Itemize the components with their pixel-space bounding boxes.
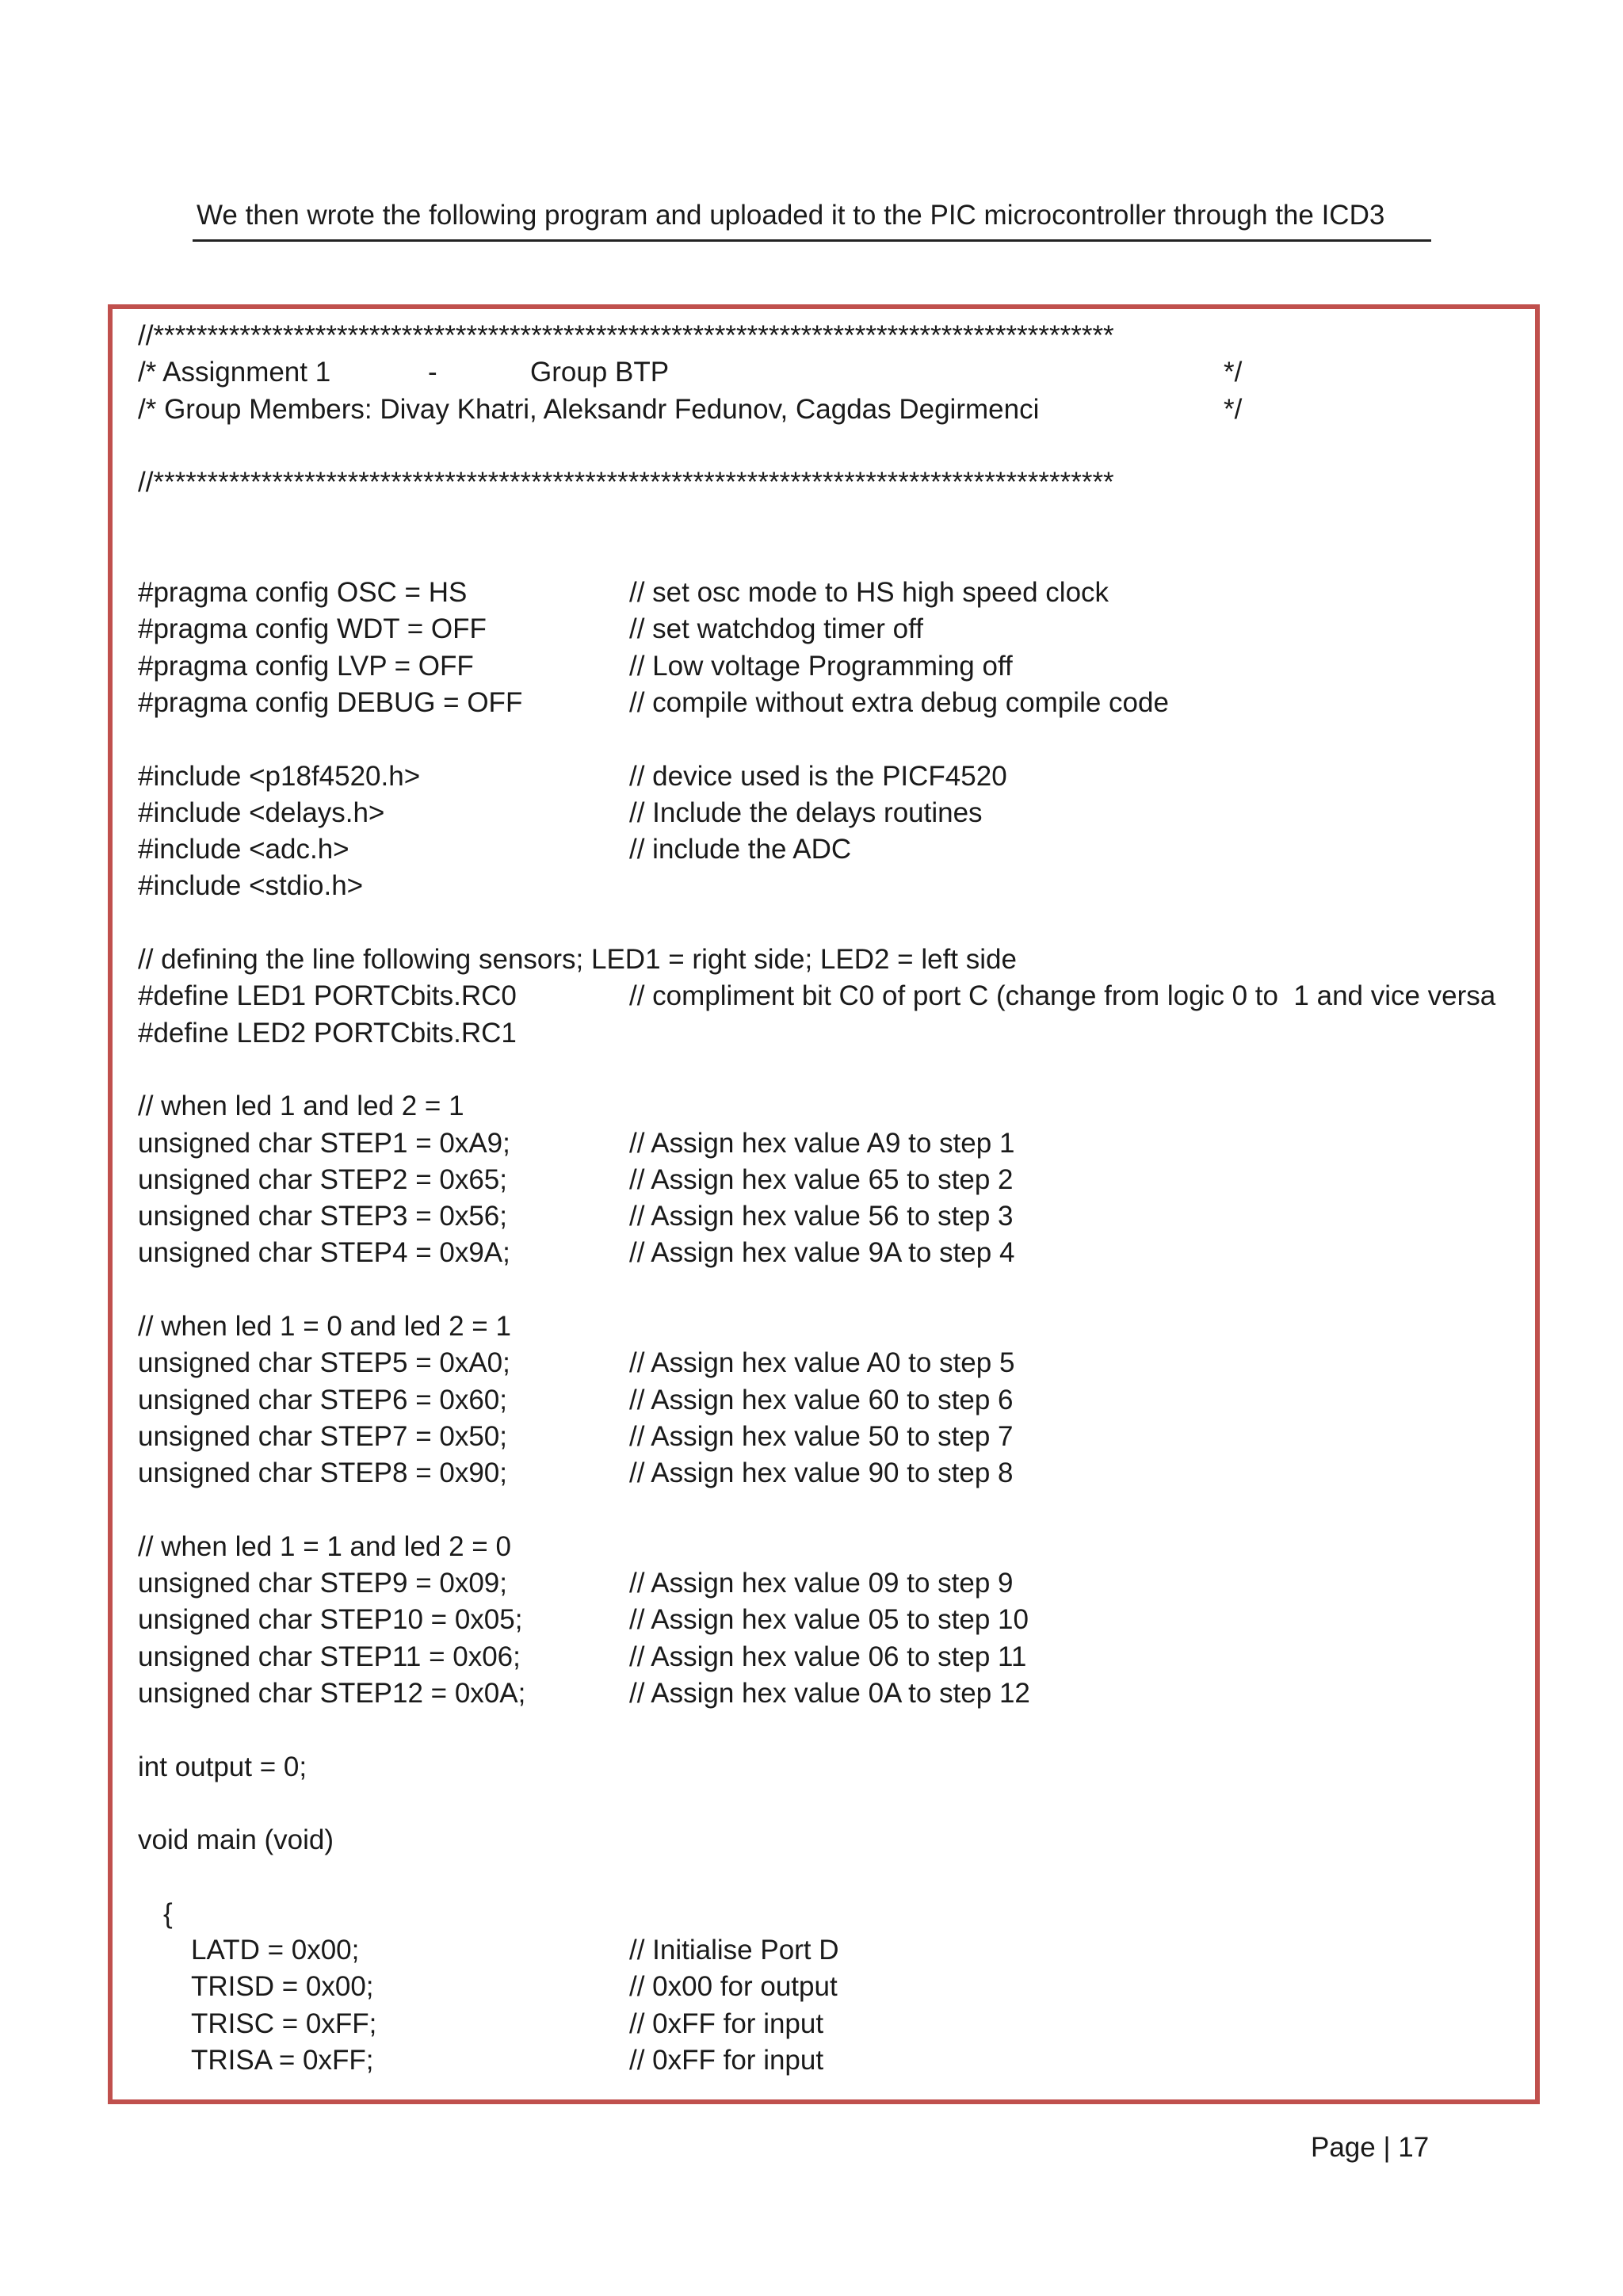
blank-line — [138, 428, 1532, 464]
code-line — [138, 1602, 1532, 1638]
code-comment: // Assign hex value 09 to step 9 — [629, 1568, 1014, 1599]
code-listing — [138, 318, 1532, 2079]
code-line — [138, 1822, 1532, 1859]
code-line — [138, 1749, 1532, 1786]
code-text: #pragma config DEBUG = OFF — [138, 686, 523, 718]
code-line — [138, 1382, 1532, 1419]
code-line — [138, 942, 1532, 978]
heading-underline — [193, 239, 1431, 242]
code-comment: // compliment bit C0 of port C (change from logic 0 to 1 and vice versa — [629, 980, 1496, 1012]
code-line — [138, 464, 1532, 501]
code-text: unsigned char STEP9 = 0x09; — [138, 1568, 507, 1599]
code-comment: // Assign hex value 90 to step 8 — [629, 1457, 1014, 1489]
code-text: // when led 1 and led 2 = 1 — [138, 1091, 464, 1122]
code-line — [138, 392, 1532, 428]
code-text: #define LED2 PORTCbits.RC1 — [138, 1017, 517, 1049]
code-text: unsigned char STEP1 = 0xA9; — [138, 1127, 510, 1159]
code-comment: // Assign hex value A9 to step 1 — [629, 1127, 1015, 1159]
code-text: LATD = 0x00; — [191, 1935, 360, 1966]
code-comment: // Assign hex value A0 to step 5 — [629, 1347, 1015, 1379]
code-comment: // device used is the PICF4520 — [629, 760, 1007, 792]
code-text: unsigned char STEP10 = 0x05; — [138, 1604, 523, 1636]
code-line — [138, 1492, 1532, 1529]
code-line — [138, 795, 1532, 831]
code-line — [138, 575, 1532, 611]
header-comment-end: */ — [1224, 357, 1243, 388]
code-text: void main (void) — [138, 1824, 334, 1856]
code-line — [138, 1088, 1532, 1125]
code-line — [138, 1529, 1532, 1565]
code-text: int output = 0; — [138, 1751, 307, 1782]
code-comment: // Include the delays routines — [629, 797, 983, 828]
code-comment: // Assign hex value 9A to step 4 — [629, 1237, 1015, 1269]
code-comment: // Assign hex value 60 to step 6 — [629, 1384, 1014, 1415]
code-line — [138, 1015, 1532, 1052]
code-text: unsigned char STEP5 = 0xA0; — [138, 1347, 510, 1379]
code-line — [138, 1639, 1532, 1675]
code-comment: // Assign hex value 65 to step 2 — [629, 1163, 1014, 1195]
code-line — [138, 1198, 1532, 1235]
code-text: #include <adc.h> — [138, 834, 349, 865]
code-line — [138, 1565, 1532, 1602]
header-members: /* Group Members: Divay Khatri, Aleksandr Fedunov, Cagdas Degirmenci — [138, 393, 1040, 425]
code-line — [138, 1675, 1532, 1712]
code-text: // when led 1 = 0 and led 2 = 1 — [138, 1311, 511, 1343]
code-text: #pragma config LVP = OFF — [138, 650, 474, 682]
code-line — [138, 1419, 1532, 1455]
code-comment: // Assign hex value 56 to step 3 — [629, 1201, 1014, 1232]
code-line — [138, 648, 1532, 685]
code-text: #pragma config WDT = OFF — [138, 613, 487, 645]
code-comment: // 0xFF for input — [629, 2008, 824, 2039]
code-text: TRISD = 0x00; — [191, 1971, 374, 2003]
code-line — [138, 685, 1532, 721]
code-line — [138, 831, 1532, 868]
code-line — [138, 721, 1532, 758]
code-line — [138, 868, 1532, 904]
code-comment: // 0x00 for output — [629, 1971, 838, 2003]
code-line — [138, 354, 1532, 391]
code-comment: // Assign hex value 05 to step 10 — [629, 1604, 1029, 1636]
code-line — [138, 611, 1532, 648]
blank-line — [138, 538, 1532, 575]
code-text: TRISC = 0xFF; — [191, 2008, 377, 2039]
code-text: unsigned char STEP6 = 0x60; — [138, 1384, 507, 1415]
code-comment: // Assign hex value 50 to step 7 — [629, 1420, 1014, 1452]
code-line — [138, 2006, 1532, 2042]
code-comment: // set osc mode to HS high speed clock — [629, 577, 1109, 609]
code-listing-box — [108, 304, 1540, 2104]
code-comment: // Assign hex value 0A to step 12 — [629, 1677, 1030, 1709]
code-text: unsigned char STEP7 = 0x50; — [138, 1420, 507, 1452]
code-text: unsigned char STEP8 = 0x90; — [138, 1457, 507, 1489]
code-line — [138, 758, 1532, 795]
code-text: #include <p18f4520.h> — [138, 760, 421, 792]
code-comment: // compile without extra debug compile code — [629, 686, 1169, 718]
code-line — [138, 1235, 1532, 1271]
header-comment-end: */ — [1224, 393, 1243, 425]
code-text: TRISA = 0xFF; — [191, 2044, 374, 2076]
code-text: { — [163, 1897, 173, 1929]
code-line — [138, 1859, 1532, 1895]
code-line — [138, 2042, 1532, 2079]
code-text: unsigned char STEP12 = 0x0A; — [138, 1677, 526, 1709]
code-line — [138, 1272, 1532, 1308]
code-text: unsigned char STEP2 = 0x65; — [138, 1163, 507, 1195]
code-line — [138, 905, 1532, 942]
code-text: unsigned char STEP11 = 0x06; — [138, 1641, 521, 1672]
header-group: Group BTP — [530, 357, 670, 388]
code-line — [138, 1786, 1532, 1822]
header-assignment: /* Assignment 1 — [138, 357, 331, 388]
page-heading: We then wrote the following program and uploaded it to the PIC microcontroller through the ICD3 — [197, 200, 1385, 231]
code-text: unsigned char STEP4 = 0x9A; — [138, 1237, 510, 1269]
code-text: #include <delays.h> — [138, 797, 385, 828]
page-number: Page | 17 — [1311, 2132, 1430, 2163]
code-line — [138, 1932, 1532, 1969]
code-text: #pragma config OSC = HS — [138, 577, 468, 609]
code-line — [138, 1345, 1532, 1381]
code-comment: // Low voltage Programming off — [629, 650, 1013, 682]
blank-line — [138, 501, 1532, 537]
banner-bottom: //***************************************************************************************** — [138, 467, 1114, 499]
code-comment: // Assign hex value 06 to step 11 — [629, 1641, 1027, 1672]
code-line — [138, 1455, 1532, 1492]
code-text: #define LED1 PORTCbits.RC0 — [138, 980, 517, 1012]
code-line — [138, 1162, 1532, 1198]
code-text: #include <stdio.h> — [138, 870, 364, 902]
code-line — [138, 978, 1532, 1014]
code-line — [138, 1712, 1532, 1748]
code-comment: // 0xFF for input — [629, 2044, 824, 2076]
code-text: // defining the line following sensors; LED1 = right side; LED2 = left side — [138, 944, 1017, 976]
code-line — [138, 1125, 1532, 1162]
code-line — [138, 1969, 1532, 2005]
code-comment: // set watchdog timer off — [629, 613, 923, 645]
banner-top: //***************************************************************************************** — [138, 320, 1114, 351]
code-line — [138, 1308, 1532, 1345]
code-comment: // Initialise Port D — [629, 1935, 839, 1966]
code-line — [138, 318, 1532, 354]
header-dash: - — [428, 357, 437, 388]
code-line — [138, 1052, 1532, 1088]
code-line — [138, 1896, 1532, 1932]
code-comment: // include the ADC — [629, 834, 852, 865]
code-text: // when led 1 = 1 and led 2 = 0 — [138, 1530, 511, 1562]
code-text: unsigned char STEP3 = 0x56; — [138, 1201, 507, 1232]
